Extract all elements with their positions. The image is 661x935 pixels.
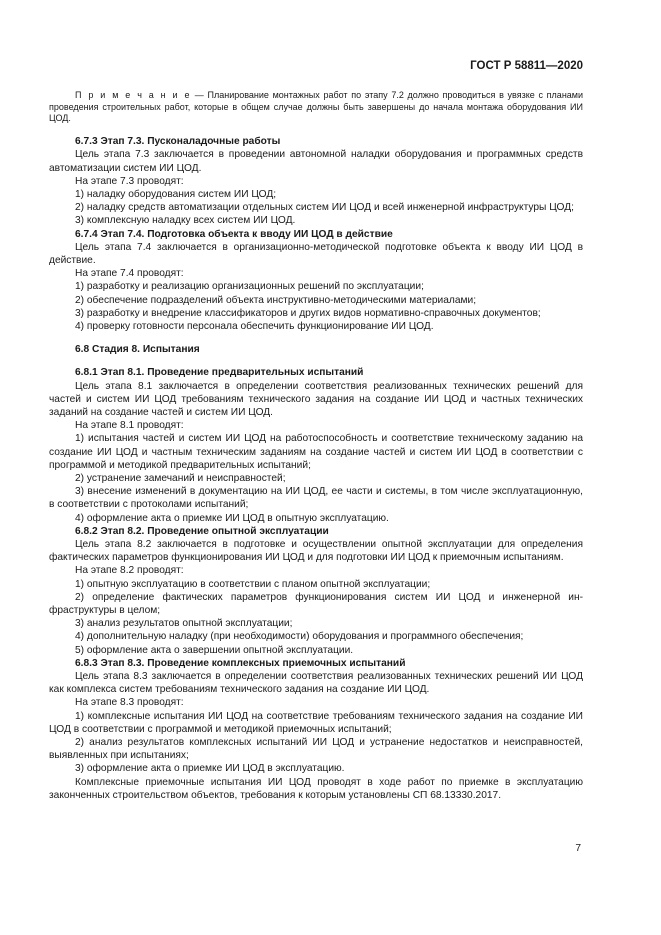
- note-label: П р и м е ч а н и е: [75, 90, 192, 100]
- body-paragraph: Цель этапа 8.2 заключается в подготовке и осуществлении опытной эксплуатации для определения фактических параметров функционирования ИИ ЦОД и для подготовки ИИ ЦОД к приемочным испытаниям.: [49, 539, 583, 564]
- body-paragraph: 2) анализ результатов комплексных испытаний ИИ ЦОД и устранение недостатков и неисправностей, выявленных при испытаниях;: [49, 737, 583, 762]
- body-paragraph: 3) внесение изменений в документацию на ИИ ЦОД, ее части и системы, в том числе эксплуатационную, в соответствии с протоколами испытаний;: [49, 486, 583, 511]
- spacer: [49, 356, 583, 366]
- body-paragraph: Цель этапа 8.3 заключается в определении соответствия реализованных технических решений ИИ ЦОД как комплекса систем требованиям технического задания на создание ИИ ЦОД.: [49, 671, 583, 696]
- body-paragraph: На этапе 8.1 проводят:: [75, 420, 184, 432]
- section-heading: 6.7.3 Этап 7.3. Пусконаладочные работы: [75, 136, 281, 148]
- body-paragraph: 4) оформление акта о приемке ИИ ЦОД в опытную эксплуатацию.: [75, 512, 389, 524]
- body-paragraph: 5) оформление акта о завершении опытной эксплуатации.: [75, 644, 354, 656]
- body-paragraph: 2) устранение замечаний и неисправностей;: [75, 472, 286, 484]
- body-paragraph: На этапе 7.3 проводят:: [75, 175, 184, 187]
- body-paragraph: 1) наладку оборудования систем ИИ ЦОД;: [75, 188, 277, 200]
- section-heading: 6.8.2 Этап 8.2. Проведение опытной эксплуатации: [75, 525, 329, 537]
- body-paragraph: На этапе 8.2 проводят:: [75, 565, 184, 577]
- spacer: [49, 125, 583, 135]
- body-paragraph: 1) опытную эксплуатацию в соответствии с планом опытной эксплуатации;: [75, 578, 431, 590]
- body-paragraph: Цель этапа 8.1 заключается в определении соответствия реализованных технических решений для частей и систем ИИ ЦОД требованиям технического задания на создание ИИ ЦОД и частных технических заданий на создание частей и систем ИИ ЦОД.: [49, 380, 583, 418]
- body-paragraph: 1) комплексные испытания ИИ ЦОД на соответствие требованиям технического задания на создание ИИ ЦОД в соответствии с программой и методикой приемочных испытаний;: [49, 710, 583, 735]
- section-heading: 6.8 Стадия 8. Испытания: [75, 344, 200, 356]
- body-paragraph: 3) анализ результатов опытной эксплуатации;: [75, 618, 293, 630]
- section-heading: 6.8.3 Этап 8.3. Проведение комплексных приемочных испытаний: [75, 657, 406, 669]
- body-paragraph: Комплексные приемочные испытания ИИ ЦОД проводят в ходе работ по приемке в эксплуатацию законченных строительством объектов, требования к которым установлены СП 68.13330.2017.: [49, 776, 583, 801]
- body-paragraph: 4) проверку готовности персонала обеспечить функционирование ИИ ЦОД.: [75, 320, 434, 332]
- body-paragraph: На этапе 8.3 проводят:: [75, 697, 184, 709]
- section-heading: 6.7.4 Этап 7.4. Подготовка объекта к вводу ИИ ЦОД в действие: [75, 228, 393, 240]
- body-paragraph: На этапе 7.4 проводят:: [75, 268, 184, 280]
- note-paragraph: [49, 90, 583, 125]
- body-paragraph: 2) обеспечение подразделений объекта инструктивно-методическими материалами;: [75, 294, 477, 306]
- body-paragraph: 2) наладку средств автоматизации отдельных систем ИИ ЦОД и всей инженерной инфраструктуры ЦОД;: [75, 202, 574, 214]
- document-header: ГОСТ Р 58811—2020: [470, 60, 583, 72]
- spacer: [49, 333, 583, 343]
- body-paragraph: 2) определение фактических параметров функционирования систем ИИ ЦОД и инженерной инфраструктуры в целом;: [49, 591, 583, 617]
- body-paragraph: 1) испытания частей и систем ИИ ЦОД на работоспособность и соответствие техническому заданию на создание ИИ ЦОД и частным техническим заданиям на создание частей и систем ИИ ЦОД в соответствии с программой и методикой предварительных испытаний;: [49, 433, 583, 471]
- body-paragraph: 1) разработку и реализацию организационных решений по эксплуатации;: [75, 281, 424, 293]
- note-text: — Планирование монтажных работ по этапу 7.2 должно проводиться в увязке с планами проведения строительных работ, которые в общем случае должны быть завершены до начала монтажа оборудования ИИ ЦОД.: [49, 90, 584, 124]
- body-paragraph: 4) дополнительную наладку (при необходимости) оборудования и программного обеспечения;: [75, 631, 524, 643]
- body-paragraph: Цель этапа 7.3 заключается в проведении автономной наладки оборудования и программных средств автоматизации систем ИИ ЦОД.: [49, 149, 583, 174]
- body-paragraph: 3) оформление акта о приемке ИИ ЦОД в эксплуатацию.: [75, 763, 345, 775]
- body-paragraph: Цель этапа 7.4 заключается в организационно-методической подготовке объекта к вводу ИИ ЦОД в действие.: [49, 241, 583, 266]
- page-number: 7: [575, 843, 581, 854]
- body-paragraph: 3) комплексную наладку всех систем ИИ ЦОД.: [75, 215, 296, 227]
- document-body: [49, 90, 583, 802]
- body-paragraph: 3) разработку и внедрение классификаторов и других видов нормативно-справочных документов;: [75, 307, 541, 319]
- section-heading: 6.8.1 Этап 8.1. Проведение предварительных испытаний: [75, 367, 364, 379]
